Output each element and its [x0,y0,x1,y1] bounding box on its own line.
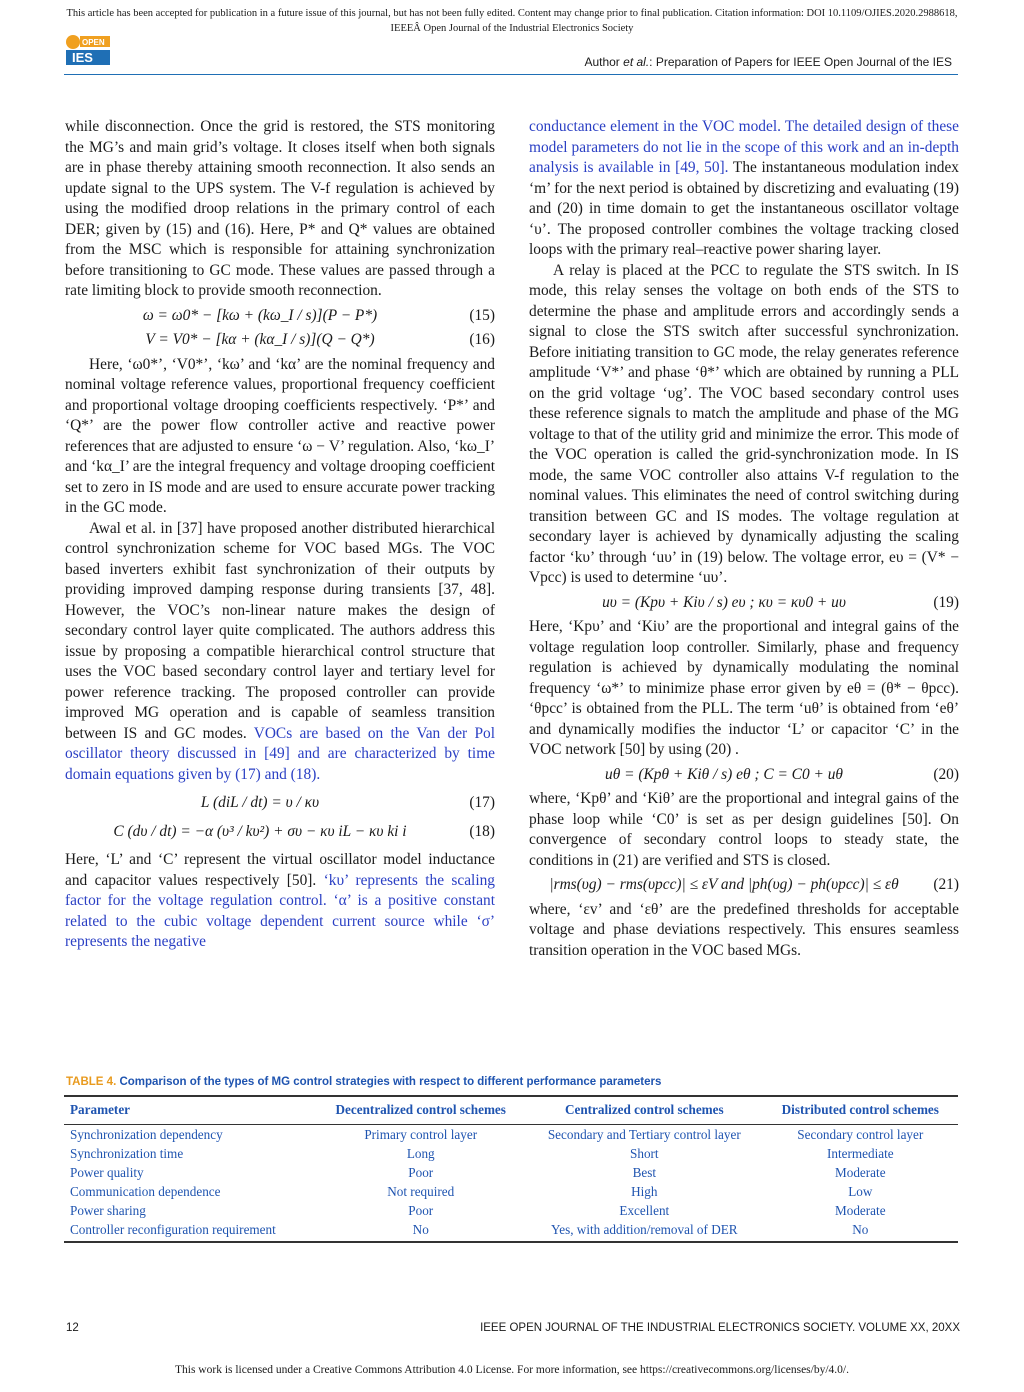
equation-18 [65,822,495,843]
running-head-etal: et al. [623,55,650,69]
right-paragraph-1-text: The instantaneous modulation index ‘m’ for the next period is obtained by discretizing and evaluating (19) and (20) in time domain to get the instantaneous oscillator voltage ‘υ’. The proposed controller combines the voltage tracking closed loops with the primary real–reactive power sharing layer. [529,159,959,258]
table-row [64,1220,958,1242]
table-cell: Primary control layer [364,1127,478,1142]
left-column [65,117,495,953]
table-cell: Moderate [835,1165,886,1180]
table-cell: Short [630,1146,659,1161]
table-cell: Power quality [70,1165,144,1180]
table-cell: Not required [387,1184,455,1199]
left-paragraph-4-text: Here, ‘L’ and ‘C’ represent the virtual oscillator model inductance and capacitor values respectively [50]. [65,851,495,889]
equation-15-body: ω = ω0* − [kω + (kω_I / s)](P − P*) [142,306,378,324]
left-paragraph-4 [65,850,495,953]
right-paragraph-1 [529,117,959,261]
equation-20-number: (20) [933,765,959,783]
table-cell: High [631,1184,658,1199]
left-paragraph-2: Here, ‘ω0*’, ‘V0*’, ‘kω’ and ‘kα’ are the nominal frequency and nominal voltage reference values, proportional frequency coefficient and proportional voltage drooping coefficients respectively. ‘P*’ and ‘Q*’ are the power flow controller active and reactive power references that are adjusted to ensure ‘ω − V’ regulation. Also, ‘kω_I’ and ‘kα_I’ are the integral frequency and voltage drooping coefficient set to zero in IS mode and are used to ensure accurate power tracking in the GC mode. [65,355,495,516]
table-caption-text: Comparison of the types of MG control strategies with respect to different performance parameters [116,1076,662,1088]
table-cell: No [315,1220,526,1242]
table-header-cell: Decentralized control schemes [315,1096,526,1125]
table-cell: Synchronization time [70,1146,184,1161]
license-notice: This work is licensed under a Creative Commons Attribution 4.0 License. For more information, see https://creativecommons.org/licenses/by/4.0/. [174,1364,849,1376]
table-header-row [64,1096,958,1125]
running-head-rest: : Preparation of Papers for IEEE Open Journal of the IES [649,55,952,69]
table-cell: Power sharing [70,1203,146,1218]
table-row [64,1125,958,1145]
comparison-table [64,1095,958,1243]
equation-21 [529,875,959,896]
equation-16-body: V = V0* − [kα + (kα_I / s)](Q − Q*) [145,331,375,348]
table-cell: Intermediate [826,1146,894,1161]
notice-line-2: IEEEÂ Open Journal of the Industrial Electronics Society [390,23,634,34]
equation-16-number: (16) [469,331,495,348]
table-cell: Secondary and Tertiary control layer [547,1127,741,1142]
equation-21-body: |rms(υg) − rms(υpcc)| ≤ εV and |ph(υg) − ph(υpcc)| ≤ εθ [549,876,899,893]
table-row [64,1144,958,1163]
equation-15-number: (15) [469,306,495,324]
equation-20-body: uθ = (Kpθ + Kiθ / s) eθ ; C = C0 + uθ [605,765,843,783]
header-rule [64,74,958,75]
logo-open-text: OPEN [82,38,105,47]
right-paragraph-1-highlight: conductance element in the VOC model. The detailed design of these model parameters do not lie in the scope of this work and an in-depth analysis is available in [49, 50]. [529,118,959,176]
table-cell: Communication dependence [70,1184,221,1199]
journal-footer: IEEE OPEN JOURNAL OF THE INDUSTRIAL ELECTRONICS SOCIETY. VOLUME XX, 20XX [480,1322,960,1334]
left-paragraph-1: while disconnection. Once the grid is restored, the STS monitoring the MG’s and main grid’s voltage. It closes itself when both signals are in phase thereby attaining smooth reconnection. It also sends an update signal to the UPS system. The V-f regulation is achieved by using the modified droop relations in the primary control of each DER; given by (15) and (16). Here, P* and Q* values are obtained from the MSC which is responsible for attaining synchronization before transitioning to GC mode. These values are passed through a rate limiting block to provide smooth reconnection. [65,118,495,299]
equation-19-number: (19) [933,593,959,611]
table-row [64,1201,958,1220]
equation-18-number: (18) [469,822,495,840]
table-cell: Poor [408,1203,434,1218]
table-cell: Secondary control layer [797,1127,924,1142]
ies-logo-icon [64,33,112,67]
table-cell: Best [632,1165,657,1180]
logo-ies-text: IES [72,50,93,65]
equation-19 [529,593,959,614]
table-caption-label: TABLE 4. [66,1076,117,1088]
equation-17-body: L (diL / dt) = υ / κυ [200,794,320,811]
page-number: 12 [66,1322,79,1334]
table-cell: Synchronization dependency [70,1127,223,1142]
equation-18-body: C (dυ / dt) = −α (υ³ / kυ²) + συ − κυ iL − κυ ki i [113,822,407,840]
left-paragraph-3 [65,519,495,786]
running-head [584,55,952,69]
equation-19-body: uυ = (Kpυ + Kiυ / s) eυ ; κυ = κυ0 + uυ [602,593,846,611]
table-header-cell: Parameter [64,1096,315,1125]
open-ies-logo [64,33,112,67]
table-cell: Excellent [619,1203,670,1218]
right-paragraph-3: Here, ‘Kpυ’ and ‘Kiυ’ are the proportional and integral gains of the voltage regulation loop controller. Similarly, phase and frequency regulation is achieved by dynamically modulating the nominal frequency ‘ω*’ to minimize phase error given by eθ = (θ* − θpcc). ‘θpcc’ is obtained from the PLL. The term ‘uθ’ is obtained from ‘eθ’ and dynamically modifies the inductor ‘L’ or capacitor ‘C’ in the VOC network [50] by using (20) . [529,618,959,758]
equation-16 [65,330,495,351]
table-cell: Low [848,1184,873,1199]
right-paragraph-4: where, ‘Kpθ’ and ‘Kiθ’ are the proportional and integral gains of the phase loop while ‘C0’ is set as per design guidelines [50]. On convergence of secondary control loops to steady state, the conditions in (21) are verified and STS is closed. [529,790,959,869]
equation-20 [529,765,959,786]
equation-15 [65,306,495,327]
table-header-cell: Centralized control schemes [526,1096,763,1125]
table-cell: Poor [408,1165,434,1180]
right-paragraph-2: A relay is placed at the PCC to regulate the STS switch. In IS mode, this relay senses the voltage on both ends of the STS to determine the phase and amplitude errors and accordingly sends a signal to close the STS switch after successful synchronization. Before initiating transition to GC mode, the relay generates reference amplitude ‘V*’ and phase ‘θ*’ which are obtained by running a PLL on the grid voltage ‘υg’. The VOC based secondary control uses these reference signals to match the amplitude and phase of the MG voltage to that of the utility grid and minimize the error. This mode of the VOC operation is called the grid-synchronization mode. In IS mode, the same VOC controller also attains V-f regulation to the nominal values. This eliminates the need of control switching during transition between GC and IS modes. The voltage regulation at secondary layer is achieved by dynamically adjusting the scaling factor ‘kυ’ through ‘uυ’ in (19) below. The voltage error, eυ = (V* − Vpcc) is used to determine ‘uυ’. [529,261,959,586]
publication-notice [0,6,1024,36]
right-paragraph-5: where, ‘εv’ and ‘εθ’ are the predefined thresholds for acceptable voltage and phase deviations respectively. This ensures seamless transition operation in the VOC based MGs. [529,900,959,959]
table-caption [66,1076,661,1088]
left-paragraph-3-highlight: VOCs are based on the Van der Pol oscillator theory discussed in [49] and are characterized by time domain equations given by (17) and (18). [65,724,495,783]
running-head-author: Author [584,55,624,69]
equation-21-number: (21) [933,876,959,893]
left-paragraph-3-text: Awal et al. in [37] have proposed another distributed hierarchical control synchronization scheme for VOC based MGs. The VOC based inverters exhibit fast synchronization of their outputs by providing improved damping response during transients [37, 48]. However, the VOC’s non-linear nature makes the design of secondary control layer quite complicated. The authors address this issue by proposing a compatible hierarchical control structure that uses the VOC based secondary control layer and tertiary level for power reference tracking. The proposed controller can provide improved MG operation and is capable of seamless transition between IS and GC modes. [65,519,495,742]
equation-17 [65,793,495,814]
table-row [64,1182,958,1201]
table-header-cell: Distributed control schemes [763,1096,958,1125]
table-cell: No [763,1220,958,1242]
table-cell: Long [406,1146,435,1161]
notice-line-1: This article has been accepted for publication in a future issue of this journal, but has not been fully edited. Content may change prior to final publication. Citation information: DOI 10.1109/OJIES.2020.2988618, [66,8,958,19]
table-cell: Yes, with addition/removal of DER [526,1220,763,1242]
table-cell: Controller reconfiguration requirement [64,1220,315,1242]
left-paragraph-4-highlight: ‘kυ’ represents the scaling factor for the voltage regulation control. ‘α’ is a positive constant related to the cubic voltage dependent current source while ‘σ’ represents the negative [65,871,495,950]
right-column [529,117,959,961]
table-cell: Moderate [835,1203,886,1218]
equation-17-number: (17) [469,794,495,811]
table-row [64,1163,958,1182]
